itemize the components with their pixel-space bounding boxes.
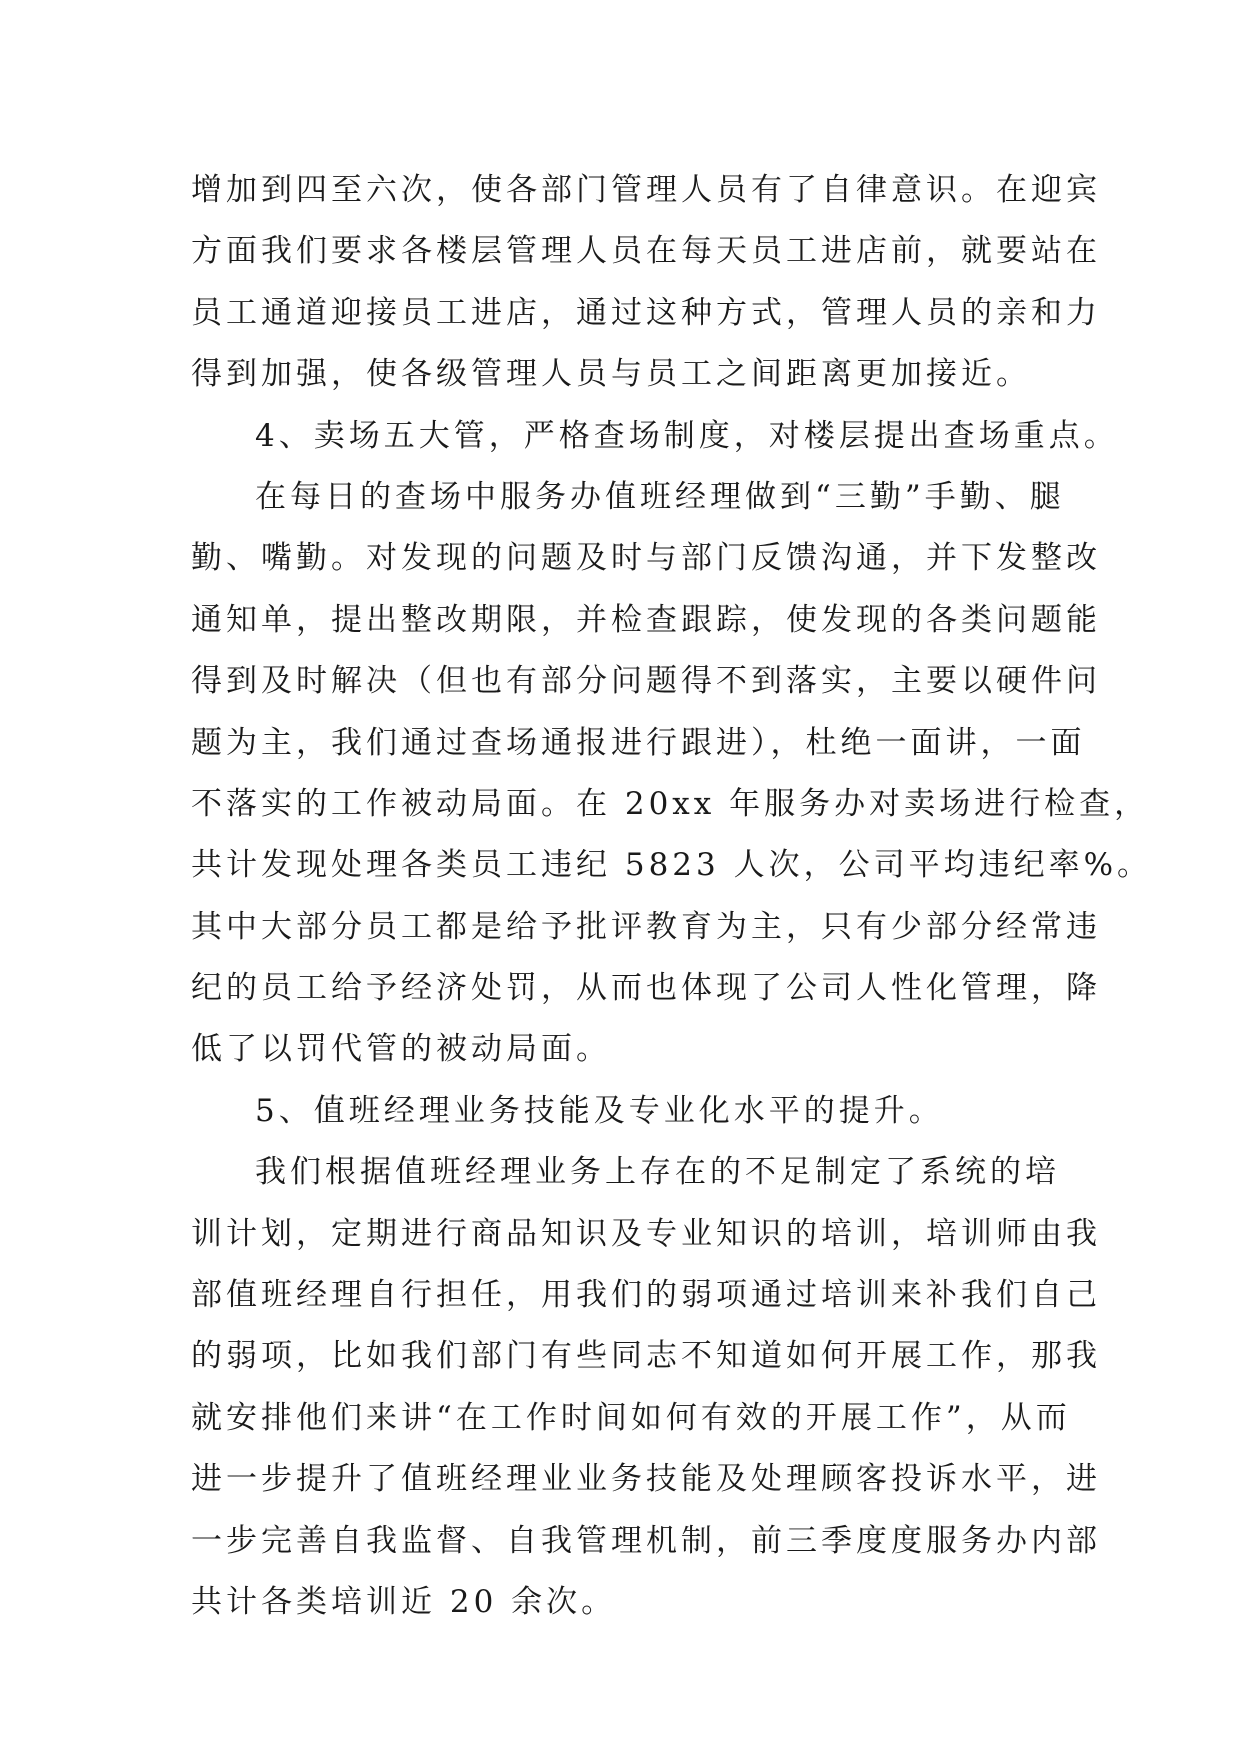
- text-line: 在每日的查场中服务办值班经理做到“三勤”手勤、腿: [255, 478, 1065, 515]
- section-heading-4: 4、卖场五大管，严格查场制度，对楼层提出查场重点。: [255, 417, 1119, 454]
- text-line: 题为主，我们通过查场通报进行跟进），杜绝一面讲，一面: [191, 724, 1086, 761]
- text-line: 方面我们要求各楼层管理人员在每天员工进店前，就要站在: [191, 233, 1101, 270]
- text-line: 员工通道迎接员工进店，通过这种方式，管理人员的亲和力: [191, 294, 1101, 331]
- text-line: 我们根据值班经理业务上存在的不足制定了系统的培: [255, 1154, 1060, 1191]
- text-line: 一步完善自我监督、自我管理机制，前三季度度服务办内部: [191, 1522, 1101, 1559]
- text-line: 得到加强，使各级管理人员与员工之间距离更加接近。: [191, 356, 1031, 393]
- text-line: 低了以罚代管的被动局面。: [191, 1031, 611, 1068]
- text-line: 增加到四至六次，使各部门管理人员有了自律意识。在迎宾: [191, 172, 1101, 208]
- text-line: 不落实的工作被动局面。在 20xx 年服务办对卖场进行检查，: [191, 785, 1150, 822]
- text-line: 其中大部分员工都是给予批评教育为主，只有少部分经常违: [191, 908, 1101, 945]
- text-line: 部值班经理自行担任，用我们的弱项通过培训来补我们自己: [191, 1277, 1101, 1314]
- text-line: 勤、嘴勤。对发现的问题及时与部门反馈沟通，并下发整改: [191, 540, 1101, 577]
- section-heading-5: 5、值班经理业务技能及专业化水平的提升。: [255, 1092, 944, 1129]
- text-line: 的弱项，比如我们部门有些同志不知道如何开展工作，那我: [191, 1338, 1101, 1375]
- text-line: 通知单，提出整改期限，并检查跟踪，使发现的各类问题能: [191, 601, 1101, 638]
- text-line: 纪的员工给予经济处罚，从而也体现了公司人性化管理，降: [191, 970, 1101, 1007]
- text-line: 就安排他们来讲“在工作时间如何有效的开展工作”，从而: [191, 1399, 1071, 1436]
- text-line: 训计划，定期进行商品知识及专业知识的培训，培训师由我: [191, 1215, 1101, 1252]
- text-line: 共计发现处理各类员工违纪 5823 人次，公司平均违纪率%。: [191, 847, 1153, 884]
- document-body: [191, 160, 1153, 1633]
- text-line: 得到及时解决（但也有部分问题得不到落实，主要以硬件问: [191, 663, 1101, 700]
- text-line: 共计各类培训近 20 余次。: [191, 1583, 617, 1620]
- text-line: 进一步提升了值班经理业业务技能及处理顾客投诉水平，进: [191, 1461, 1101, 1498]
